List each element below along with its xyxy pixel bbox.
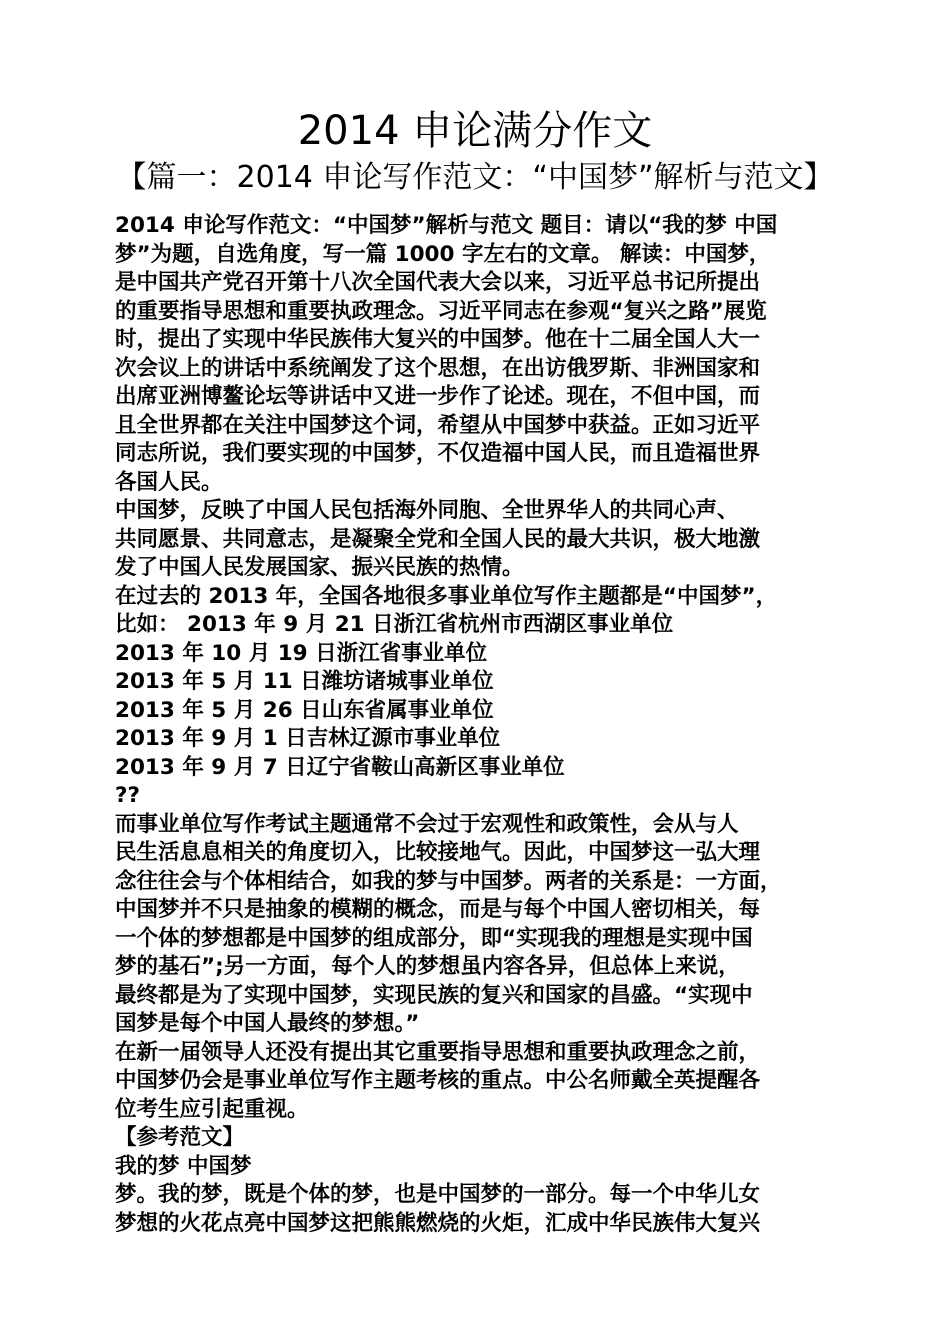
body-text-line: 次会议上的讲话中系统阐发了这个思想，在出访俄罗斯、非洲国家和 (115, 355, 761, 381)
body-text-line: 各国人民。 (115, 469, 223, 495)
body-text-line: 发了中国人民发展国家、振兴民族的热情。 (115, 555, 524, 580)
document-title: 2014 申论满分作文 (297, 108, 653, 154)
body-text-line: 民生活息息相关的角度切入，比较接地气。因此，中国梦这一弘大理 (115, 840, 761, 865)
body-text-line: 在新一届领导人还没有提出其它重要指导思想和重要执政理念之前， (115, 1039, 761, 1065)
body-text-line: 位考生应引起重视。 (115, 1096, 309, 1122)
body-text-line: 而事业单位写作考试主题通常不会过于宏观性和政策性，会从与人 (115, 811, 739, 837)
body-text-line: 中国梦仍会是事业单位写作主题考核的重点。中公名师戴全英提醒各 (115, 1068, 761, 1093)
body-text-line: 2013 年 9 月 1 日吉林辽源市事业单位 (115, 726, 501, 751)
body-text-line: 中国梦并不只是抽象的模糊的概念，而是与每个中国人密切相关，每 (115, 897, 761, 922)
document-body (115, 212, 855, 1238)
body-text-line: 我的梦 中国梦 (115, 1153, 252, 1179)
body-text-line: 国梦是每个中国人最终的梦想。” (115, 1011, 420, 1036)
body-text-line: 【参考范文】 (115, 1125, 245, 1150)
body-text-line: ?? (115, 783, 140, 808)
document-subtitle: 【篇一：2014 申论写作范文：“中国梦”解析与范文】 (116, 160, 834, 195)
body-text-line: 比如： 2013 年 9 月 21 日浙江省杭州市西湖区事业单位 (115, 612, 674, 637)
body-text-line: 2013 年 10 月 19 日浙江省事业单位 (115, 640, 488, 666)
body-text-line: 最终都是为了实现中国梦，实现民族的复兴和国家的昌盛。“实现中 (115, 982, 753, 1008)
body-text-line: 2014 申论写作范文：“中国梦”解析与范文 题目：请以“我的梦 中国 (115, 213, 778, 238)
body-text-line: 中国梦，反映了中国人民包括海外同胞、全世界华人的共同心声、 (115, 498, 739, 523)
body-text-line: 共同愿景、共同意志，是凝聚全党和全国人民的最大共识，极大地激 (115, 526, 761, 552)
body-text-line: 一个体的梦想都是中国梦的组成部分，即“实现我的理想是实现中国 (115, 925, 753, 951)
body-text-line: 念往往会与个体相结合，如我的梦与中国梦。两者的关系是：一方面， (115, 868, 782, 894)
body-text-line: 2013 年 5 月 26 日山东省属事业单位 (115, 697, 494, 723)
body-text-line: 梦。我的梦，既是个体的梦，也是中国梦的一部分。每一个中华儿女 (115, 1182, 761, 1207)
body-text-line: 梦的基石”;另一方面，每个人的梦想虽内容各异，但总体上来说， (115, 954, 740, 979)
body-text-line: 且全世界都在关注中国梦这个词，希望从中国梦中获益。正如习近平 (115, 412, 761, 438)
body-text-line: 梦”为题，自选角度，写一篇 1000 字左右的文章。 解读：中国梦， (115, 241, 771, 267)
body-text-line: 出席亚洲博鳌论坛等讲话中又进一步作了论述。现在，不但中国，而 (115, 384, 761, 409)
body-text-line: 在过去的 2013 年，全国各地很多事业单位写作主题都是“中国梦”， (115, 583, 778, 609)
body-text-line: 2013 年 9 月 7 日辽宁省鞍山高新区事业单位 (115, 754, 565, 780)
body-text-line: 梦想的火花点亮中国梦这把熊熊燃烧的火炬，汇成中华民族伟大复兴 (115, 1210, 761, 1236)
body-text-line: 时，提出了实现中华民族伟大复兴的中国梦。他在十二届全国人大一 (115, 327, 761, 352)
body-text-line: 是中国共产党召开第十八次全国代表大会以来，习近平总书记所提出 (115, 270, 761, 295)
body-text-line: 同志所说，我们要实现的中国梦，不仅造福中国人民，而且造福世界 (115, 441, 761, 466)
body-text-line: 2013 年 5 月 11 日潍坊诸城事业单位 (115, 669, 494, 694)
body-text-line: 的重要指导思想和重要执政理念。习近平同志在参观“复兴之路”展览 (115, 298, 767, 324)
